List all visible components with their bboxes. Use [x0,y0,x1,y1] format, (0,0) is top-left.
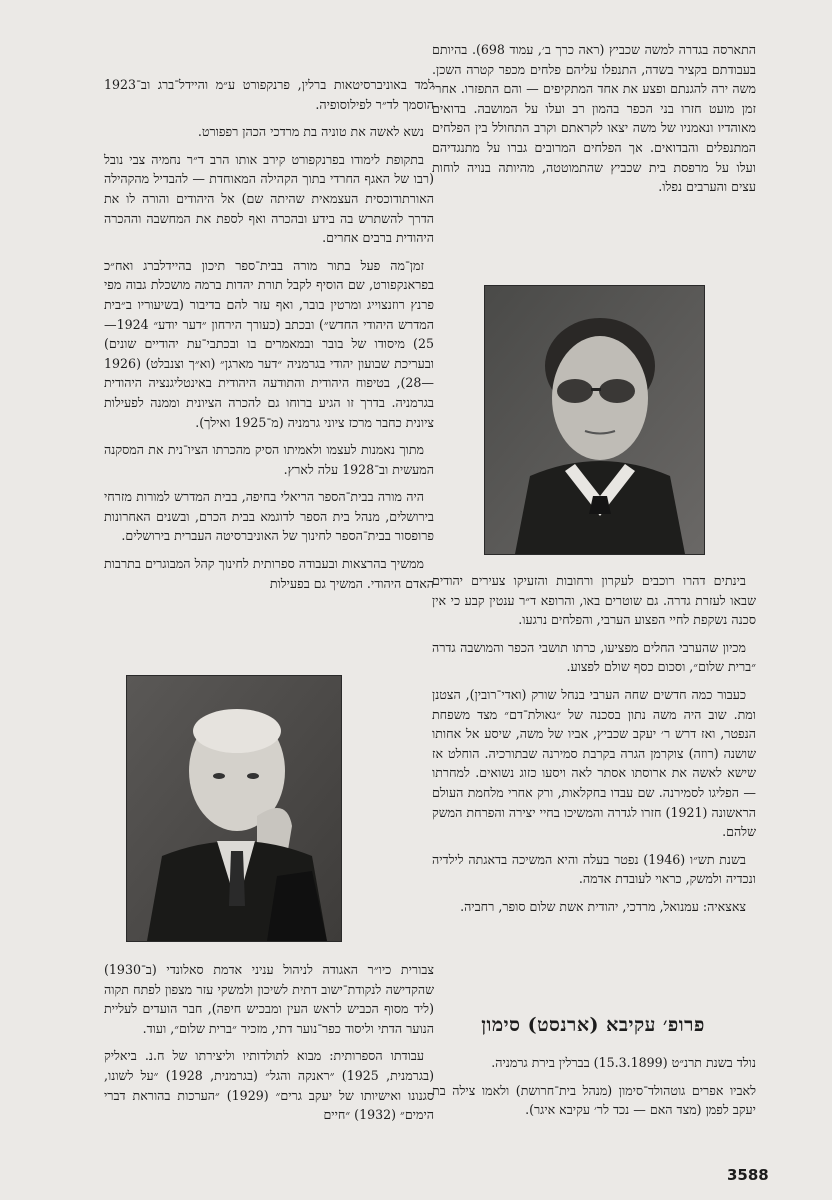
paragraph: מכיון שהערבי החלים מפציעו, כרתו תושבי הכפר והמושבה גדרה ״ברית שלום״, וסכום כסף שולם לפצוע. [432,639,756,675]
left-column-top [104,75,434,601]
paragraph: צבורית כיו״ר האגודה לניהול עניני אדמת סאלונדי (ב־1930) שהקדישה לנקודת־ישוב דתית לשיכון ולמשקי עזר מצפון לפתח תקוה (ליד מסוף הכביש לראש העין ומבכיש חיפה), חבר הועדים לעליית הנוער הדתי וליסוד כפר־נוער דתי, מזכיר ״ברית שלום״, ועוד. [104,962,434,1036]
paragraph: זמן־מה פעל בתור מורה בבית־ספר תיכון בהיידלברג ואח״כ בפראנקפורט, שם הוסיף לקבל תורת יהדות ברמה מושכלת גבוה מפי פרנץ רוזנצוייג ומרטין בובר, ואף עזר להם בדיבור (בשיעוריו ב״בית המדרש היהודי החדש״) ובכתב (כעורך הירחון ״דער יודע״ 1924—25) מיסודו של בובר ובמאמרים בו ובכתבי־עת יהודיים שונים) ובעריכת שבועון יהודי בגרמניה ״דער מארגן״ (וא״ך וצנבלט) (1926—28), בטיפוח היהודית והתודעה היהודית באינטליגנציה היהודית בגרמניה. בדרך זו הגיע ברוחו גם להכרה הציונית וממנה לפעילות ציונית כחבר מרכז ציוני גרמניה (מ־1925 ואילך). [104,257,434,430]
left-column-bottom [104,960,434,1133]
paragraph: בשנת תש״ו (1946) נפטר בעלה והיא המשיכה בדאגתה לילדיה ונכדיה ולמשק, כראוי לעובדת אדמה. [432,851,756,887]
paragraph: למד באוניברסיטאות ברלין, פרנקפורט ע״מ והיידל־ברג וב־1923 הוסמך לד״ר לפילוסופיה. [104,77,434,112]
right-column-top [432,40,756,205]
paragraph: היה מורה בבית־הספר הריאלי בחיפה, בבית המדרש למורות מזרחי בירושלים, מנהל בית הספר לדוגמא בבית הכרם, ובשנים האחרונות פרופסור בבית־הספר לחינוך של האוניברסיטה העברית בירושלים. [104,489,434,544]
paragraph: בינתים דהרו רוכבים לעקרון ורחובות והזעיקו צעירים יהודים שבאו לעזרת גדרה. גם שוטרים באו, והרופא ד״ר ענטין קבע כי אין סכנה נשקפת לחיי הפצוע הערבי, והפלחים נרגעו. [432,573,756,628]
paragraph: מתוך נאמנות לעצמו ולאמיתו הסיק מהכרתו הציו־נית את המסקנה המעשית וב־1928 עלה לארץ. [104,442,434,477]
birth-paragraph: נולד בשנת תרנ״ט (15.3.1899) בברלין בירת גרמניה. [491,1055,756,1070]
paragraph: ממשיך בהרצאות ובעבודה ספרותית לחינוך קהל המבוגרים בתרבות האדם היהודי. המשיך גם בפעילות [104,556,434,591]
man-portrait-image [127,676,341,941]
page-number: 3588 [727,1166,769,1184]
entry-heading: פרופ׳ עקיבא (ארנסט) סימון [481,1014,705,1036]
paragraph: כעבור כמה חדשים שחה הערבי בנחל שורק (ואדי־רובין), הצטנן ומת. שוב היה משה נתון בסכנה של ״גאולת־דם״ מצד משפחת הנפטר, ואז דרש ר׳ יעקב שכביץ, אביו של משה, שיסע אל אחותו שושנה (רוזה) צוקרמן הגרה בקרבת סמירנה שבתורכיה. הוחלט אז שישא לאשה את ארוסתו אסתר לאה ויסעו כזוג נשואים. למחרתו — הפליגו לסמירנה. שם עבדו בחקלאות, ורק אחרי מלחמת העולם הראשונה (1921) חזרו לגדרה והמשיכו בחיי יצירה והפרחת המשק שלהם. [432,686,756,840]
portrait-photo-man [126,675,342,942]
woman-portrait-image [485,286,704,554]
paragraph: בתקופת לימודו בפרנקפורט קירב אותו הרב ד״ר נחמיה צבי נובל (רבו של האגף החרדי בתוך הקהילה המאוחדת — להבדיל מהקהילה האורתודוכסית העצמאית שהיתה שם) אל היהודים והורה לו את הדרך להשתרש בה בידע ובהכרה ואף לספת את המחשבה וההכרה היהודית ברבים אחרים. [104,151,434,246]
paragraph: נשא לאשה את טוניה בת מרדכי הכהן רפפורט. [197,124,424,140]
bio-intro [432,1053,756,1128]
works-paragraph: עבודתו הספרותית: מבוא לתולדותיו וליצירתו של ח.נ. ביאליק (בגרמנית, 1925) ״ראנקה והגל״ (בגרמנית, 1928) ״על לשונו, סגנונו ואישיותו של יעקב גרים״ (1929) ״הערכות בהוראת דברי הימים״ (1932) ״חיים [104,1048,434,1123]
descendants-paragraph: צאצאיה: עמנואל, מרדכי, יהודית אשת שלום סופר, רחביה. [460,898,746,914]
parents-paragraph: לאביו אפרים גוטהולד־סימון (מנהל בית־חרושת) ולאמו צילה בת יעקב לפמן (מצד האם — נכד לר׳ עקיבא איגר). [432,1082,756,1118]
right-column-bottom [432,571,756,925]
portrait-photo-woman [484,285,705,555]
paragraph: התארסה בגדרה למשה שכביץ (ראה כרך ב׳, עמוד 698). בהיותם בעבודתם בקציר בשדה, התנפלו עליהם פלחים מכפר קטרה השכן. משה ירה להגנתם ופצע את אחד המתקיפים — והם התפזרו. אחרי זמן מועט חזרו בני הכפר בהמון רב ועלו על המושבה. בדואים מאוהדיו ונאמניו של משה יצאו לקראתם וקרב התחולל בין הפלחים המתנפלים והבדואים. אך הפלחים המרובים גברו על מתנגדיהם ועלו על מרפסת בית שכביץ שהתמוטטה, מהיותה בנויה לוחות עצים והערבים נפלו. [432,42,756,195]
